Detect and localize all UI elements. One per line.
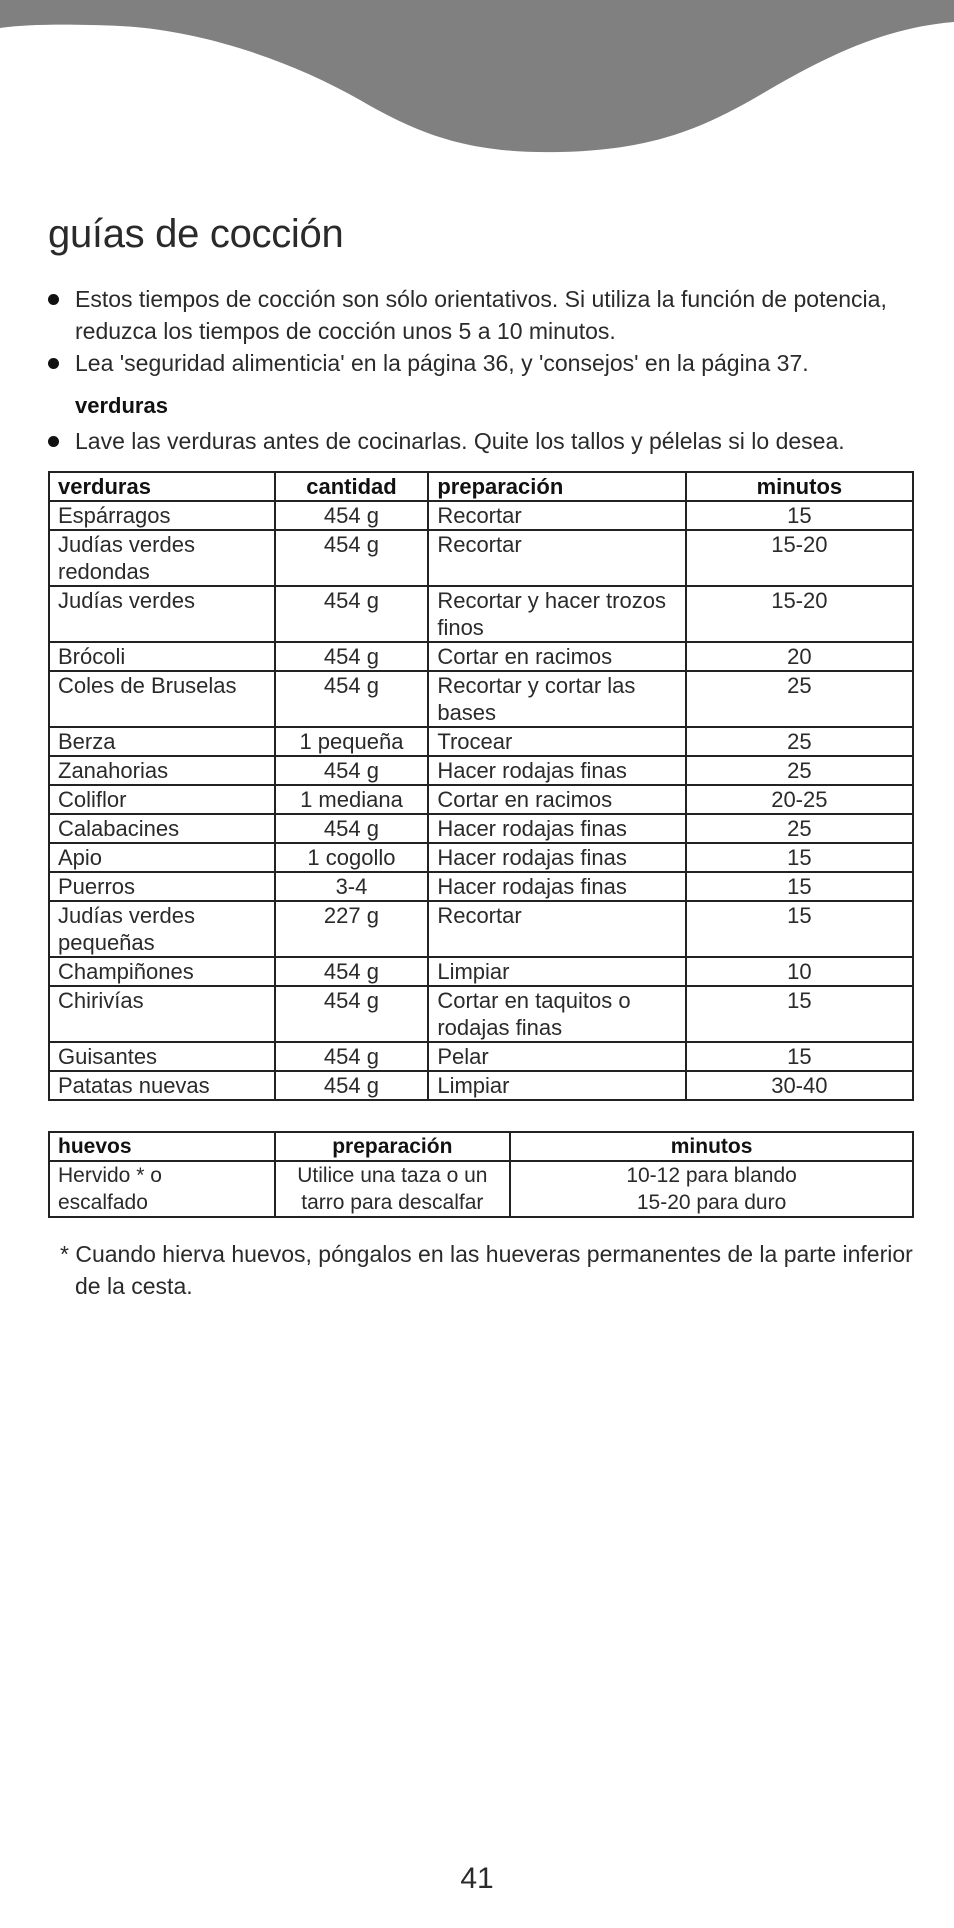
table-cell-cantidad: 1 cogollo — [275, 843, 429, 872]
table-cell-verduras: Champiñones — [49, 957, 275, 986]
table-cell-minutos: 15 — [686, 843, 913, 872]
column-header-verduras: verduras — [49, 472, 275, 501]
table-row — [49, 1161, 913, 1217]
table-cell-verduras: Puerros — [49, 872, 275, 901]
bullet-text: Lea 'seguridad alimenticia' en la página 36, y 'consejos' en la página 37. — [75, 350, 809, 376]
table-row — [49, 814, 913, 843]
table-cell-minutos: 10 — [686, 957, 913, 986]
table-cell-cantidad: 454 g — [275, 814, 429, 843]
table-cell-verduras: Coliflor — [49, 785, 275, 814]
table-cell-preparacion: Cortar en racimos — [428, 785, 685, 814]
table-row — [49, 530, 913, 586]
vegetables-table — [48, 471, 914, 1101]
table-cell-verduras: Berza — [49, 727, 275, 756]
table-cell-cantidad: 454 g — [275, 1042, 429, 1071]
bullet-item — [48, 347, 914, 379]
table-cell-minutos: 15 — [686, 872, 913, 901]
table-cell-cantidad: 454 g — [275, 756, 429, 785]
column-header-preparacion: preparación — [275, 1132, 511, 1161]
table-row — [49, 642, 913, 671]
table-cell-cantidad: 454 g — [275, 1071, 429, 1100]
bullet-dot-icon — [48, 358, 59, 369]
table-cell-minutos: 15 — [686, 501, 913, 530]
table-cell-huevos — [49, 1161, 275, 1217]
table-cell-minutos: 20-25 — [686, 785, 913, 814]
table-cell-minutos: 30-40 — [686, 1071, 913, 1100]
table-cell-preparacion: Pelar — [428, 1042, 685, 1071]
column-header-minutos: minutos — [686, 472, 913, 501]
table-cell-cantidad: 454 g — [275, 957, 429, 986]
main-content — [48, 212, 914, 1302]
vegetables-table-body — [49, 501, 913, 1100]
table-row — [49, 671, 913, 727]
eggs-table — [48, 1131, 914, 1218]
table-cell-preparacion: Cortar en taquitos o rodajas finas — [428, 986, 685, 1042]
table-cell-preparacion: Hacer rodajas finas — [428, 872, 685, 901]
table-cell-minutos: 25 — [686, 756, 913, 785]
table-cell-cantidad: 454 g — [275, 986, 429, 1042]
table-cell-minutos: 15 — [686, 1042, 913, 1071]
table-cell-preparacion: Recortar — [428, 530, 685, 586]
table-cell-verduras: Zanahorias — [49, 756, 275, 785]
column-header-minutos: minutos — [510, 1132, 913, 1161]
table-cell-minutos: 15 — [686, 901, 913, 957]
bullet-item — [48, 283, 914, 347]
table-cell-verduras: Guisantes — [49, 1042, 275, 1071]
table-cell-preparacion: Hacer rodajas finas — [428, 814, 685, 843]
footnote: * Cuando hierva huevos, póngalos en las hueveras permanentes de la parte inferior de la cesta. — [60, 1241, 913, 1299]
table-cell-preparacion: Hacer rodajas finas — [428, 756, 685, 785]
table-row — [49, 1071, 913, 1100]
table-cell-cantidad: 454 g — [275, 642, 429, 671]
bullet-dot-icon — [48, 294, 59, 305]
table-cell-cantidad: 454 g — [275, 530, 429, 586]
table-cell-preparacion: Hacer rodajas finas — [428, 843, 685, 872]
table-cell-preparacion: Recortar — [428, 501, 685, 530]
page-number: 41 — [460, 1862, 494, 1895]
cell-line: Hervido * o — [58, 1164, 162, 1187]
page-title: guías de cocción — [48, 212, 344, 256]
table-row — [49, 1042, 913, 1071]
table-cell-cantidad: 454 g — [275, 671, 429, 727]
table-header-row — [49, 472, 913, 501]
column-header-preparacion: preparación — [428, 472, 685, 501]
table-cell-verduras: Judías verdes pequeñas — [49, 901, 275, 957]
table-row — [49, 501, 913, 530]
table-cell-cantidad: 454 g — [275, 586, 429, 642]
cell-line: 10-12 para blando — [626, 1164, 797, 1187]
table-cell-cantidad: 454 g — [275, 501, 429, 530]
table-cell-preparacion: Trocear — [428, 727, 685, 756]
table-cell-preparacion: Cortar en racimos — [428, 642, 685, 671]
table-cell-verduras: Calabacines — [49, 814, 275, 843]
column-header-huevos: huevos — [49, 1132, 275, 1161]
table-cell-preparacion: Limpiar — [428, 957, 685, 986]
table-row — [49, 756, 913, 785]
table-cell-cantidad: 1 mediana — [275, 785, 429, 814]
table-cell-minutos: 20 — [686, 642, 913, 671]
section-heading: verduras — [75, 393, 168, 418]
table-cell-preparacion: Limpiar — [428, 1071, 685, 1100]
table-cell-cantidad: 1 pequeña — [275, 727, 429, 756]
cell-line: tarro para descalfar — [301, 1191, 484, 1214]
table-cell-preparacion: Recortar y hacer trozos finos — [428, 586, 685, 642]
table-cell-cantidad: 3-4 — [275, 872, 429, 901]
table-header-row — [49, 1132, 913, 1161]
header-wave-decoration — [0, 0, 954, 160]
cell-line: escalfado — [58, 1191, 148, 1214]
cell-line: Utilice una taza o un — [297, 1164, 488, 1187]
table-cell-verduras: Espárragos — [49, 501, 275, 530]
table-cell-verduras: Chirivías — [49, 986, 275, 1042]
column-header-cantidad: cantidad — [275, 472, 429, 501]
table-row — [49, 785, 913, 814]
table-row — [49, 957, 913, 986]
table-row — [49, 843, 913, 872]
table-cell-minutos: 25 — [686, 727, 913, 756]
table-cell-minutos: 15-20 — [686, 586, 913, 642]
table-row — [49, 872, 913, 901]
table-cell-preparacion — [275, 1161, 511, 1217]
bullet-dot-icon — [48, 436, 59, 447]
table-cell-minutos: 25 — [686, 671, 913, 727]
table-row — [49, 586, 913, 642]
table-cell-minutos — [510, 1161, 913, 1217]
table-cell-minutos: 15 — [686, 986, 913, 1042]
table-cell-verduras: Brócoli — [49, 642, 275, 671]
bullet-item — [48, 425, 914, 457]
table-cell-verduras: Judías verdes redondas — [49, 530, 275, 586]
table-cell-verduras: Patatas nuevas — [49, 1071, 275, 1100]
table-row — [49, 901, 913, 957]
bullet-text: Estos tiempos de cocción son sólo orientativos. Si utiliza la función de potencia, reduzca los tiempos de cocción unos 5 a 10 minutos. — [75, 286, 887, 344]
cell-line: 15-20 para duro — [636, 1191, 787, 1214]
table-cell-preparacion: Recortar — [428, 901, 685, 957]
table-cell-verduras: Judías verdes — [49, 586, 275, 642]
table-cell-minutos: 25 — [686, 814, 913, 843]
table-cell-preparacion: Recortar y cortar las bases — [428, 671, 685, 727]
bullet-text: Lave las verduras antes de cocinarlas. Quite los tallos y pélelas si lo desea. — [75, 428, 845, 454]
table-row — [49, 986, 913, 1042]
table-cell-verduras: Apio — [49, 843, 275, 872]
table-cell-cantidad: 227 g — [275, 901, 429, 957]
table-cell-verduras: Coles de Bruselas — [49, 671, 275, 727]
table-cell-minutos: 15-20 — [686, 530, 913, 586]
table-row — [49, 727, 913, 756]
